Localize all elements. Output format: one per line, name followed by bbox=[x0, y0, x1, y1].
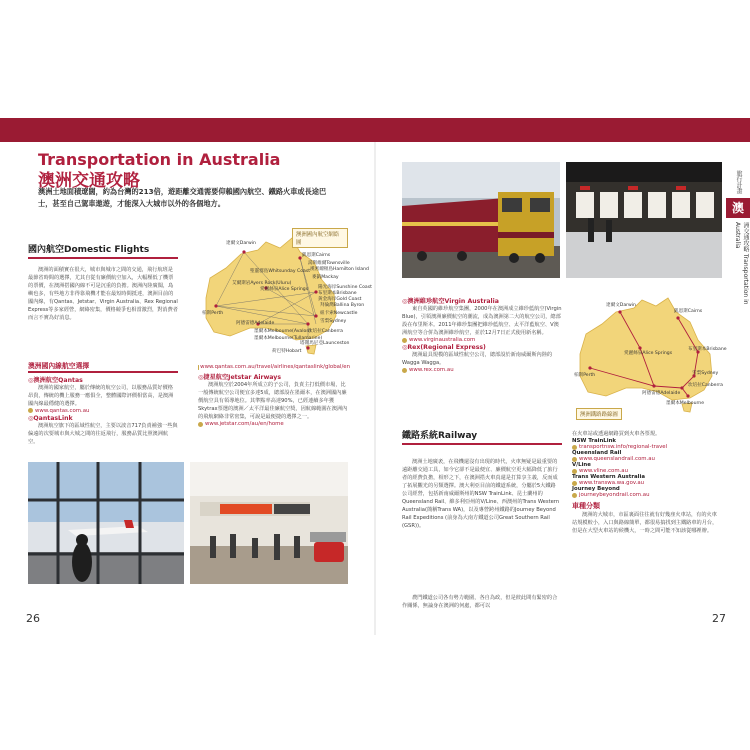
map-label: 凱恩斯Cairns bbox=[674, 309, 703, 314]
map-label: 荷巴特Hobart bbox=[272, 349, 302, 354]
map-label: 塔斯馬尼亞Launceston bbox=[300, 341, 350, 346]
rex-url: www.rex.com.au bbox=[409, 367, 454, 373]
domestic-flights-body: 澳洲的面積實在很大，城市與城市之間的交通，飛行航班是最節省時間的選擇，尤其自從有廉價航空加入，大幅壓低了機票的票價，在澳洲搭國內線不可是沉重的負擔。澳洲內陸廣闊，島嶼也多，有些地方非得靠飛機才能在最短時間抵達，澳洲目前的國內線，有Qantas、Jetstar、Virgin Australia、Rex Regional Express等多家經營，網絡密集，價格競爭也相當激烈，對消費者而言不實為好消息。 bbox=[28, 267, 178, 321]
page-number-right: 27 bbox=[712, 612, 726, 625]
operator-name: V/Line bbox=[572, 462, 591, 468]
train-svg bbox=[402, 162, 560, 278]
map-label: 凱恩斯Cairns bbox=[302, 253, 331, 258]
jetstar-block bbox=[198, 364, 350, 427]
qantaslink-heading: ◎QantasLink bbox=[28, 414, 73, 422]
train-photo bbox=[402, 162, 560, 278]
map-label: 麥凱Mackay bbox=[312, 275, 339, 280]
qantas-url: www.qantas.com.au bbox=[35, 407, 90, 414]
railway-body-continued: 農門鐵道公司各有勢力範圍，各自為政，但是彼此間有緊密的合作關係，無論身在澳洲的何處，都可以 bbox=[402, 595, 558, 609]
qantaslink-url: www.qantas.com.au/travel/airlines/qantaslink/global/en bbox=[200, 364, 350, 370]
operator-url: www.queenslandrail.com.au bbox=[579, 456, 655, 462]
top-band bbox=[0, 118, 750, 142]
globe-icon bbox=[572, 457, 577, 462]
globe-icon bbox=[572, 469, 577, 474]
title-english: Transportation in Australia bbox=[38, 150, 281, 169]
map-label: 雪梨Sydney bbox=[692, 371, 719, 376]
qantas-link[interactable] bbox=[28, 408, 178, 414]
globe-icon bbox=[198, 422, 203, 427]
operator-name: NSW TrainLink bbox=[572, 438, 616, 444]
globe-icon bbox=[572, 445, 577, 450]
map-label: 愛麗絲泉Alice Springs bbox=[260, 287, 309, 292]
airport-window-photo bbox=[28, 462, 184, 584]
qantas-heading: ◎澳洲航空Qantas bbox=[28, 376, 83, 384]
side-tab-mark: 澳 bbox=[726, 198, 750, 218]
book-gutter bbox=[374, 142, 376, 635]
options-rule bbox=[28, 371, 178, 373]
rail-map bbox=[570, 290, 727, 420]
airport-window-svg bbox=[28, 462, 184, 584]
map-label: 布里斯本Brisbane bbox=[318, 291, 357, 296]
train-class-body: 澳洲的大城市，市區裏面往往就有好幾座火車站，有的火車站規模較小，入口與路線簡單，都很易搞找到主鐵路車的月台，但是在大型火車站的候機大，一時之間可能不知該從哪裡辦。 bbox=[572, 512, 718, 534]
virgin-url: www.virginaustralia.com bbox=[409, 337, 476, 343]
intro-paragraph: 澳洲土地面積遼闊，約為台灣的213倍，遊距離交通需要仰賴國內航空、鐵路火車或長途巴士，甚至自己駕車遨遊，才能深入大城市以外的各個地方。 bbox=[38, 187, 327, 208]
map-label: 紐卡索Newcastle bbox=[320, 311, 358, 316]
map-label: 達爾文Darwin bbox=[606, 303, 636, 308]
map-label: 聖靈群島Whitsunday Coast bbox=[250, 269, 311, 274]
section-rule bbox=[28, 257, 178, 259]
map-label: 墨爾本Melbourne(Avalon) bbox=[254, 329, 312, 334]
domestic-map-tag: 澳洲國內航空網絡圖 bbox=[292, 228, 348, 248]
side-tab-top-label: 旅行計畫 bbox=[735, 170, 742, 194]
map-label: 阿德雷德Adelaide bbox=[236, 321, 275, 326]
page-number-left: 26 bbox=[26, 612, 40, 625]
operator-name: Journey Beyond bbox=[572, 486, 620, 492]
operator-url: journeybeyondrail.com.au bbox=[579, 492, 650, 498]
jetstar-link[interactable] bbox=[198, 421, 350, 427]
map-label: 阿德雷德Adelaide bbox=[642, 391, 681, 396]
station-photo bbox=[566, 162, 722, 278]
airline-options-heading: 澳洲國內線航空選擇 bbox=[28, 362, 90, 370]
rex-body: 澳洲最具規模的區域性航空公司，總部設於新南威爾斯內陸的Wagga Wagga。 bbox=[402, 352, 553, 366]
rail-operators bbox=[572, 430, 722, 535]
side-chapter-tab bbox=[726, 170, 750, 330]
map-label: 墨爾本Melbourne bbox=[666, 401, 705, 406]
rex-link[interactable] bbox=[402, 367, 562, 373]
globe-icon bbox=[402, 338, 407, 343]
map-label: 漢密爾頓島Hamilton Island bbox=[310, 267, 369, 272]
map-label: 拜倫灣Ballina Byron bbox=[320, 303, 365, 308]
virgin-body: 東自英國的維珍航空集團，2000年在澳洲成立維珍藍航空(Virgin Blue)，引領澳洲廉價航空的潮流，成為澳洲第二大的航空公司，總部設在布里斯本。2011年維珍集團把維珍藍航空、太平洋藍航空、V澳洲航空等合併為澳洲維珍航空，並於12月7日正式使用新名稱。 bbox=[402, 306, 562, 336]
map-label: 黃金海岸Gold Coast bbox=[318, 297, 362, 302]
map-label: 布里斯本Brisbane bbox=[688, 347, 727, 352]
virgin-link[interactable] bbox=[402, 337, 562, 343]
globe-icon bbox=[402, 368, 407, 373]
rex-heading: ◎Rex(Regional Express) bbox=[402, 344, 486, 351]
section-rule bbox=[402, 443, 562, 445]
operator-name: Queensland Rail bbox=[572, 450, 622, 456]
operator-url: transportnsw.info/regional-travel bbox=[579, 444, 668, 450]
qantaslink-link[interactable] bbox=[198, 364, 350, 370]
globe-icon bbox=[572, 481, 577, 486]
domestic-flight-map bbox=[196, 228, 372, 360]
map-label: 柏斯Perth bbox=[574, 373, 596, 378]
qantaslink-body: 澳洲航空旗下的區域性航空，主要以波音717負責補強一些與偏遠的次要城市與大城之間的往返飛行，服務品質比照澳洲航空。 bbox=[28, 422, 178, 445]
rail-intro: 在火車站或透過網路買到火車各票規。 bbox=[572, 431, 661, 437]
map-label: 艾爾斯岩Ayers Rock(Uluru) bbox=[232, 281, 292, 286]
map-label: 坎培拉Canberra bbox=[308, 329, 343, 334]
virgin-heading: ◎澳洲維珍航空Virgin Australia bbox=[402, 298, 499, 305]
railway-section bbox=[402, 428, 562, 445]
map-label: 墨爾本Melbourne(Tullamarine) bbox=[254, 336, 323, 341]
railway-heading: 鐵路系統Railway bbox=[402, 431, 478, 441]
qantas-body: 澳洲的國家航空，屬於傳統的航空公司，以服務品質好價格昂貴，傳統的機上服務一應俱全，整體國際評價相當高，是澳洲國內線最穩健的選擇。 bbox=[28, 384, 174, 407]
operator-name: Trans Western Australia bbox=[572, 474, 645, 480]
rail-map-tag: 澳洲鐵路路線圖 bbox=[576, 408, 622, 420]
adelaide-airport-svg bbox=[190, 462, 348, 584]
jetstar-url: www.jetstar.com/au/en/home bbox=[205, 421, 284, 427]
domestic-flights-section bbox=[28, 242, 178, 259]
operator-link[interactable] bbox=[572, 492, 722, 498]
globe-icon bbox=[28, 408, 33, 413]
map-label: 愛麗絲泉Alice Springs bbox=[624, 351, 673, 356]
side-tab-label: 洲交通攻略 Transportation in Australia bbox=[734, 222, 749, 305]
map-label: 坎培拉Canberra bbox=[688, 383, 723, 388]
map-label: 雪梨Sydney bbox=[320, 319, 347, 324]
train-class-heading: 車種分類 bbox=[572, 502, 600, 510]
operator-url: www.transwa.wa.gov.au bbox=[579, 480, 645, 486]
railway-body: 澳洲土地廣袤，在飛機還沒有出現的時代，火車無疑是最重要的遠距離交通工具，如今它卻不是最便宜、廉價航空更大幅降低了旅行者的經費負擔，相形之下，在澳洲搭火車真還是打算享主義，反而成了拓展觀光的另類選擇。澳大利亞目前的鐵道系統，分屬於5大鐵路公司經營，包括新南威爾斯州的NSW TrainLink、昆士蘭州的Queensland Rail、維多利亞州的V/Line、西澳州的Trans Western Australia(簡稱Trans WA)，以及專營跨州鐵路的Journey Beyond Rail Expeditions (前身為大南方鐵道公司Great Southern Rail (GSR))。 bbox=[402, 459, 560, 529]
adelaide-airport-photo bbox=[190, 462, 348, 584]
domestic-flights-heading: 國內航空Domestic Flights bbox=[28, 245, 150, 255]
jetstar-body: 澳洲航空於2004年所成立的子公司，負責主打低價市場，比一般傳統航空公司便宜多達5成，總部設在墨爾本，在澳洲國內廉價航空具有領導地位。其準點率高達90%，已經連續多年獲Skytrax票選的澳洲／太平洋最佳廉航空獎，因航線範圍在澳洲內的飛航網絡非常密集，可說是最便捷的選擇之一。 bbox=[198, 382, 348, 420]
map-label: 柏斯Perth bbox=[202, 311, 224, 316]
map-label: 湯斯維爾Townsville bbox=[308, 261, 350, 266]
jetstar-heading: ◎捷星航空Jetstar Airways bbox=[198, 374, 282, 381]
operator-url: www.vline.com.au bbox=[579, 468, 629, 474]
domestic-options bbox=[28, 360, 178, 446]
virgin-rex-block bbox=[402, 296, 562, 373]
title-chinese: 澳洲交通攻略 bbox=[38, 171, 140, 191]
map-label: 陽光海岸Sunshine Coast bbox=[318, 285, 372, 290]
map-label: 達爾文Darwin bbox=[226, 241, 256, 246]
station-svg bbox=[566, 162, 722, 278]
globe-icon bbox=[572, 493, 577, 498]
